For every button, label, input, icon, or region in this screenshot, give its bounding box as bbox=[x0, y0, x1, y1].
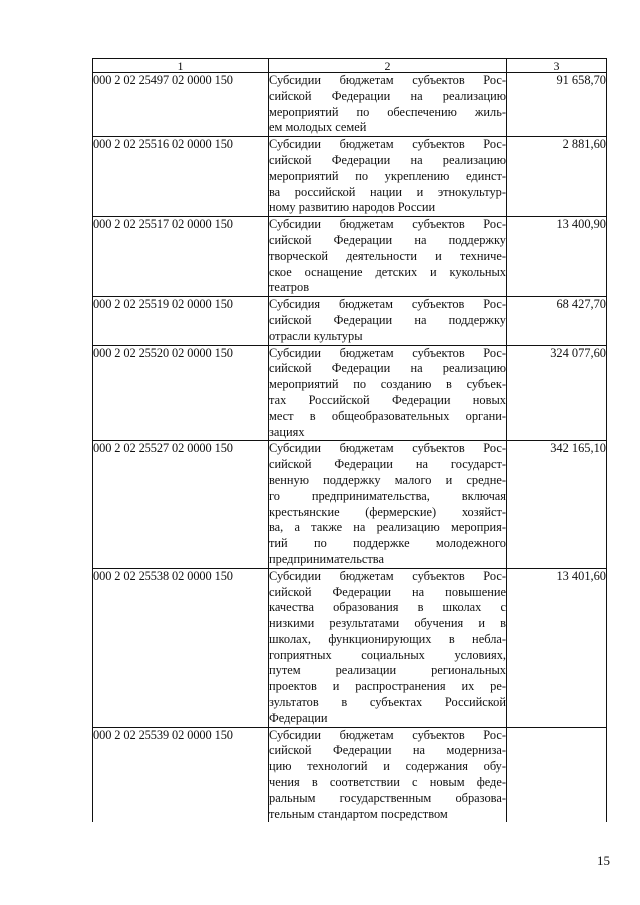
description-line: качества образования в школах с bbox=[269, 600, 506, 615]
description-line: сийской Федерации на реализацию bbox=[269, 88, 506, 103]
description-line: ному развитию народов России bbox=[269, 200, 436, 215]
description-line: театров bbox=[269, 280, 310, 295]
description-line: зультатов в субъектах Российской bbox=[269, 695, 506, 710]
column-header-name: 2 bbox=[269, 59, 507, 73]
description-line: проектов и распространения их ре- bbox=[269, 679, 506, 694]
budget-classification-code: 000 2 02 25519 02 0000 150 bbox=[93, 297, 269, 345]
description-line: цию технологий и содержания обу- bbox=[269, 759, 506, 774]
table-header-row bbox=[93, 59, 607, 73]
table-row bbox=[93, 441, 607, 568]
description-line: мероприятий по укреплению единст- bbox=[269, 168, 506, 183]
revenue-description bbox=[269, 217, 507, 297]
revenue-description bbox=[269, 137, 507, 217]
amount-value: 2 881,60 bbox=[507, 137, 607, 217]
table-row bbox=[93, 345, 607, 441]
budget-classification-code: 000 2 02 25520 02 0000 150 bbox=[93, 345, 269, 441]
description-line: ем молодых семей bbox=[269, 120, 367, 135]
revenue-description bbox=[269, 441, 507, 568]
description-line: Субсидия бюджетам субъектов Рос- bbox=[269, 297, 506, 312]
description-line: мероприятий по обеспечению жиль- bbox=[269, 104, 506, 119]
revenue-description bbox=[269, 297, 507, 345]
budget-classification-code: 000 2 02 25539 02 0000 150 bbox=[93, 727, 269, 822]
description-line: школах, функционирующих в небла- bbox=[269, 631, 506, 646]
budget-classification-code: 000 2 02 25516 02 0000 150 bbox=[93, 137, 269, 217]
table-row bbox=[93, 727, 607, 822]
description-line: предпринимательства bbox=[269, 551, 384, 566]
description-line: мероприятий по созданию в субъек- bbox=[269, 377, 506, 392]
description-line: Субсидии бюджетам субъектов Рос- bbox=[269, 727, 506, 742]
description-line: сийской Федерации на поддержку bbox=[269, 312, 506, 327]
budget-classification-code: 000 2 02 25527 02 0000 150 bbox=[93, 441, 269, 568]
column-header-code: 1 bbox=[93, 59, 269, 73]
description-line: крестьянские (фермерские) хозяйст- bbox=[269, 504, 506, 519]
budget-classification-code: 000 2 02 25497 02 0000 150 bbox=[93, 73, 269, 137]
table-row bbox=[93, 137, 607, 217]
description-line: тий по поддержке молодежного bbox=[269, 536, 506, 551]
budget-classification-code: 000 2 02 25538 02 0000 150 bbox=[93, 568, 269, 727]
description-line: го предпринимательства, включая bbox=[269, 488, 506, 503]
amount-value: 68 427,70 bbox=[507, 297, 607, 345]
description-line: чения в соответствии с новым феде- bbox=[269, 775, 506, 790]
description-line: сийской Федерации на государст- bbox=[269, 457, 506, 472]
amount-value: 13 401,60 bbox=[507, 568, 607, 727]
description-line: творческой деятельности и техниче- bbox=[269, 248, 506, 263]
amount-value bbox=[507, 727, 607, 822]
description-line: Субсидии бюджетам субъектов Рос- bbox=[269, 568, 506, 583]
description-line: сийской Федерации на поддержку bbox=[269, 232, 506, 247]
description-line: сийской Федерации на модерниза- bbox=[269, 743, 506, 758]
amount-value: 342 165,10 bbox=[507, 441, 607, 568]
description-line: гоприятных социальных условиях, bbox=[269, 647, 506, 662]
table-row bbox=[93, 568, 607, 727]
description-line: Субсидии бюджетам субъектов Рос- bbox=[269, 441, 506, 456]
table-row bbox=[93, 73, 607, 137]
description-line: Федерации bbox=[269, 710, 328, 725]
table-body bbox=[93, 73, 607, 823]
description-line: ва российской нации и этнокультур- bbox=[269, 184, 506, 199]
amount-value: 324 077,60 bbox=[507, 345, 607, 441]
budget-classification-code: 000 2 02 25517 02 0000 150 bbox=[93, 217, 269, 297]
description-line: Субсидии бюджетам субъектов Рос- bbox=[269, 217, 506, 232]
table-row bbox=[93, 297, 607, 345]
description-line: сийской Федерации на повышение bbox=[269, 584, 506, 599]
description-line: низкими результатами обучения и в bbox=[269, 616, 506, 631]
column-header-amount: 3 bbox=[507, 59, 607, 73]
description-line: ральным государственным образова- bbox=[269, 790, 506, 805]
revenue-description bbox=[269, 73, 507, 137]
budget-revenue-table bbox=[92, 58, 607, 822]
description-line: Субсидии бюджетам субъектов Рос- bbox=[269, 73, 506, 87]
description-line: венную поддержку малого и средне- bbox=[269, 472, 506, 487]
description-line: тах Российской Федерации новых bbox=[269, 392, 506, 407]
amount-value: 91 658,70 bbox=[507, 73, 607, 137]
description-line: Субсидии бюджетам субъектов Рос- bbox=[269, 345, 506, 360]
description-line: Субсидии бюджетам субъектов Рос- bbox=[269, 137, 506, 152]
amount-value: 13 400,90 bbox=[507, 217, 607, 297]
description-line: ское оснащение детских и кукольных bbox=[269, 264, 506, 279]
page-number: 15 bbox=[597, 853, 610, 868]
revenue-description bbox=[269, 727, 507, 822]
revenue-description bbox=[269, 568, 507, 727]
description-line: ва, а также на реализацию мероприя- bbox=[269, 520, 506, 535]
revenue-description bbox=[269, 345, 507, 441]
description-line: сийской Федерации на реализацию bbox=[269, 361, 506, 376]
description-line: тельным стандартом посредством bbox=[269, 806, 448, 821]
description-line: отрасли культуры bbox=[269, 328, 363, 343]
description-line: путем реализации региональных bbox=[269, 663, 506, 678]
description-line: мест в общеобразовательных органи- bbox=[269, 408, 506, 423]
table-row bbox=[93, 217, 607, 297]
description-line: сийской Федерации на реализацию bbox=[269, 152, 506, 167]
description-line: зациях bbox=[269, 424, 305, 439]
